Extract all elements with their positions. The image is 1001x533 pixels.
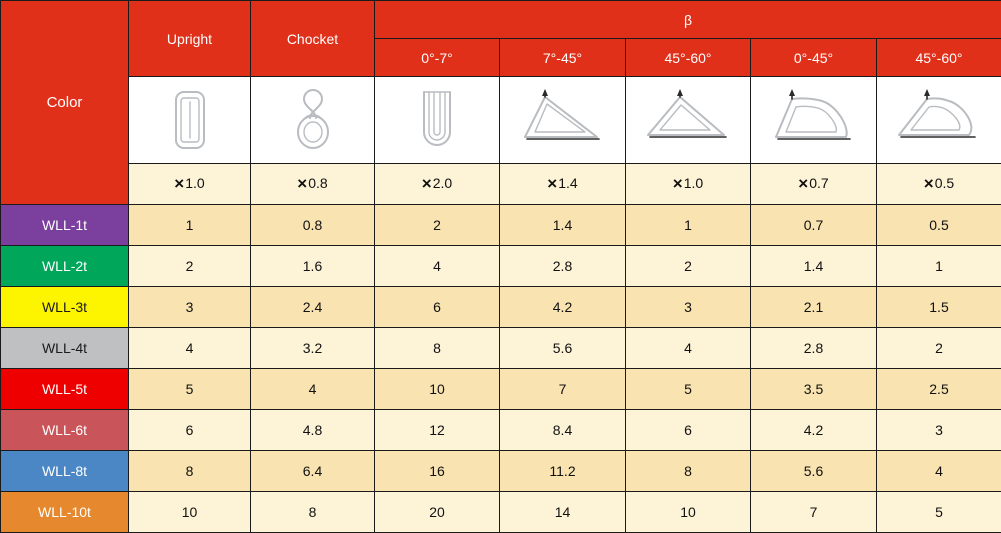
cell-value: 2.8 — [751, 328, 877, 369]
pictogram-cell-basket-45 — [751, 77, 877, 164]
cell-value: 2 — [375, 205, 500, 246]
cell-value: 3.2 — [251, 328, 375, 369]
table-row — [1, 451, 1001, 492]
row-label-wll-6t: WLL-6t — [1, 410, 129, 451]
color-column-header: Color — [1, 1, 129, 205]
factor-value: 2.0 — [432, 175, 453, 191]
cell-value: 1.5 — [877, 287, 1001, 328]
pictogram-cell-upright — [129, 77, 251, 164]
column-header-angle-0-7: 0°-7° — [375, 39, 500, 77]
basket-60-sling-icon — [877, 87, 1001, 153]
cell-value: 2.4 — [251, 287, 375, 328]
cell-value: 1.4 — [500, 205, 626, 246]
table-pictogram-row — [1, 77, 1001, 164]
table-row — [1, 410, 1001, 451]
row-label-wll-1t: WLL-1t — [1, 205, 129, 246]
table-factor-row — [1, 164, 1001, 205]
cell-value: 1.4 — [751, 246, 877, 287]
cell-value: 7 — [500, 369, 626, 410]
column-header-upright: Upright — [129, 1, 251, 77]
cell-value: 4.2 — [751, 410, 877, 451]
cell-value: 6 — [375, 287, 500, 328]
factor-value: 1.0 — [683, 175, 704, 191]
column-header-basket-angle-45-60: 45°-60° — [877, 39, 1001, 77]
cell-value: 20 — [375, 492, 500, 533]
cell-value: 2 — [129, 246, 251, 287]
multiply-icon: × — [672, 174, 683, 193]
pictogram-cell-two-leg-parallel — [375, 77, 500, 164]
cell-value: 10 — [626, 492, 751, 533]
upright-sling-icon — [129, 84, 250, 156]
cell-value: 8.4 — [500, 410, 626, 451]
factor-value: 1.4 — [558, 175, 578, 191]
cell-value: 5.6 — [500, 328, 626, 369]
cell-value: 8 — [251, 492, 375, 533]
factor-cell-angle-0-7 — [375, 164, 500, 205]
cell-value: 3 — [626, 287, 751, 328]
table-row — [1, 328, 1001, 369]
cell-value: 1 — [877, 246, 1001, 287]
multiply-icon: × — [547, 174, 558, 193]
cell-value: 10 — [129, 492, 251, 533]
cell-value: 16 — [375, 451, 500, 492]
row-label-wll-10t: WLL-10t — [1, 492, 129, 533]
cell-value: 5.6 — [751, 451, 877, 492]
row-label-wll-2t: WLL-2t — [1, 246, 129, 287]
cell-value: 11.2 — [500, 451, 626, 492]
multiply-icon: × — [174, 174, 185, 193]
pictogram-cell-chocket — [251, 77, 375, 164]
cell-value: 4 — [626, 328, 751, 369]
cell-value: 6 — [129, 410, 251, 451]
multiply-icon: × — [923, 174, 934, 193]
multiply-icon: × — [798, 174, 809, 193]
table-row — [1, 246, 1001, 287]
row-label-wll-8t: WLL-8t — [1, 451, 129, 492]
cell-value: 6.4 — [251, 451, 375, 492]
factor-value: 1.0 — [185, 175, 205, 191]
multiply-icon: × — [297, 174, 308, 193]
cell-value: 0.5 — [877, 205, 1001, 246]
cell-value: 6 — [626, 410, 751, 451]
cell-value: 2 — [626, 246, 751, 287]
cell-value: 4 — [877, 451, 1001, 492]
cell-value: 5 — [626, 369, 751, 410]
cell-value: 4 — [129, 328, 251, 369]
cell-value: 0.7 — [751, 205, 877, 246]
row-label-wll-5t: WLL-5t — [1, 369, 129, 410]
cell-value: 4.8 — [251, 410, 375, 451]
column-header-basket-angle-0-45: 0°-45° — [751, 39, 877, 77]
factor-cell-upright — [129, 164, 251, 205]
factor-value: 0.7 — [809, 175, 829, 191]
table-header-row-top — [1, 1, 1001, 39]
cell-value: 8 — [626, 451, 751, 492]
cell-value: 4 — [375, 246, 500, 287]
factor-cell-chocket — [251, 164, 375, 205]
choked-sling-icon — [251, 84, 374, 156]
column-header-angle-45-60: 45°-60° — [626, 39, 751, 77]
factor-cell-basket-0-45 — [751, 164, 877, 205]
factor-cell-angle-7-45 — [500, 164, 626, 205]
two-leg-60-sling-icon — [626, 87, 750, 153]
row-label-wll-3t: WLL-3t — [1, 287, 129, 328]
cell-value: 8 — [375, 328, 500, 369]
cell-value: 3 — [129, 287, 251, 328]
cell-value: 4 — [251, 369, 375, 410]
cell-value: 8 — [129, 451, 251, 492]
cell-value: 1 — [626, 205, 751, 246]
column-header-angle-7-45: 7°-45° — [500, 39, 626, 77]
table-row — [1, 205, 1001, 246]
multiply-icon: × — [421, 174, 432, 193]
basket-45-sling-icon — [751, 87, 876, 153]
row-label-wll-4t: WLL-4t — [1, 328, 129, 369]
factor-value: 0.8 — [308, 175, 328, 191]
cell-value: 4.2 — [500, 287, 626, 328]
two-leg-parallel-sling-icon — [375, 84, 499, 156]
cell-value: 7 — [751, 492, 877, 533]
table-row — [1, 287, 1001, 328]
cell-value: 14 — [500, 492, 626, 533]
pictogram-cell-basket-60 — [877, 77, 1001, 164]
two-leg-45-sling-icon — [500, 87, 625, 153]
cell-value: 12 — [375, 410, 500, 451]
cell-value: 5 — [129, 369, 251, 410]
pictogram-cell-two-leg-60 — [626, 77, 751, 164]
cell-value: 2 — [877, 328, 1001, 369]
cell-value: 2.5 — [877, 369, 1001, 410]
column-header-chocket: Chocket — [251, 1, 375, 77]
table-row — [1, 369, 1001, 410]
factor-cell-angle-45-60 — [626, 164, 751, 205]
cell-value: 0.8 — [251, 205, 375, 246]
factor-value: 0.5 — [934, 175, 955, 191]
factor-cell-basket-45-60 — [877, 164, 1001, 205]
cell-value: 3.5 — [751, 369, 877, 410]
cell-value: 1 — [129, 205, 251, 246]
pictogram-cell-two-leg-45 — [500, 77, 626, 164]
cell-value: 10 — [375, 369, 500, 410]
cell-value: 5 — [877, 492, 1001, 533]
cell-value: 3 — [877, 410, 1001, 451]
cell-value: 2.8 — [500, 246, 626, 287]
table-row — [1, 492, 1001, 533]
cell-value: 1.6 — [251, 246, 375, 287]
cell-value: 2.1 — [751, 287, 877, 328]
column-group-header-beta: β — [375, 1, 1001, 39]
